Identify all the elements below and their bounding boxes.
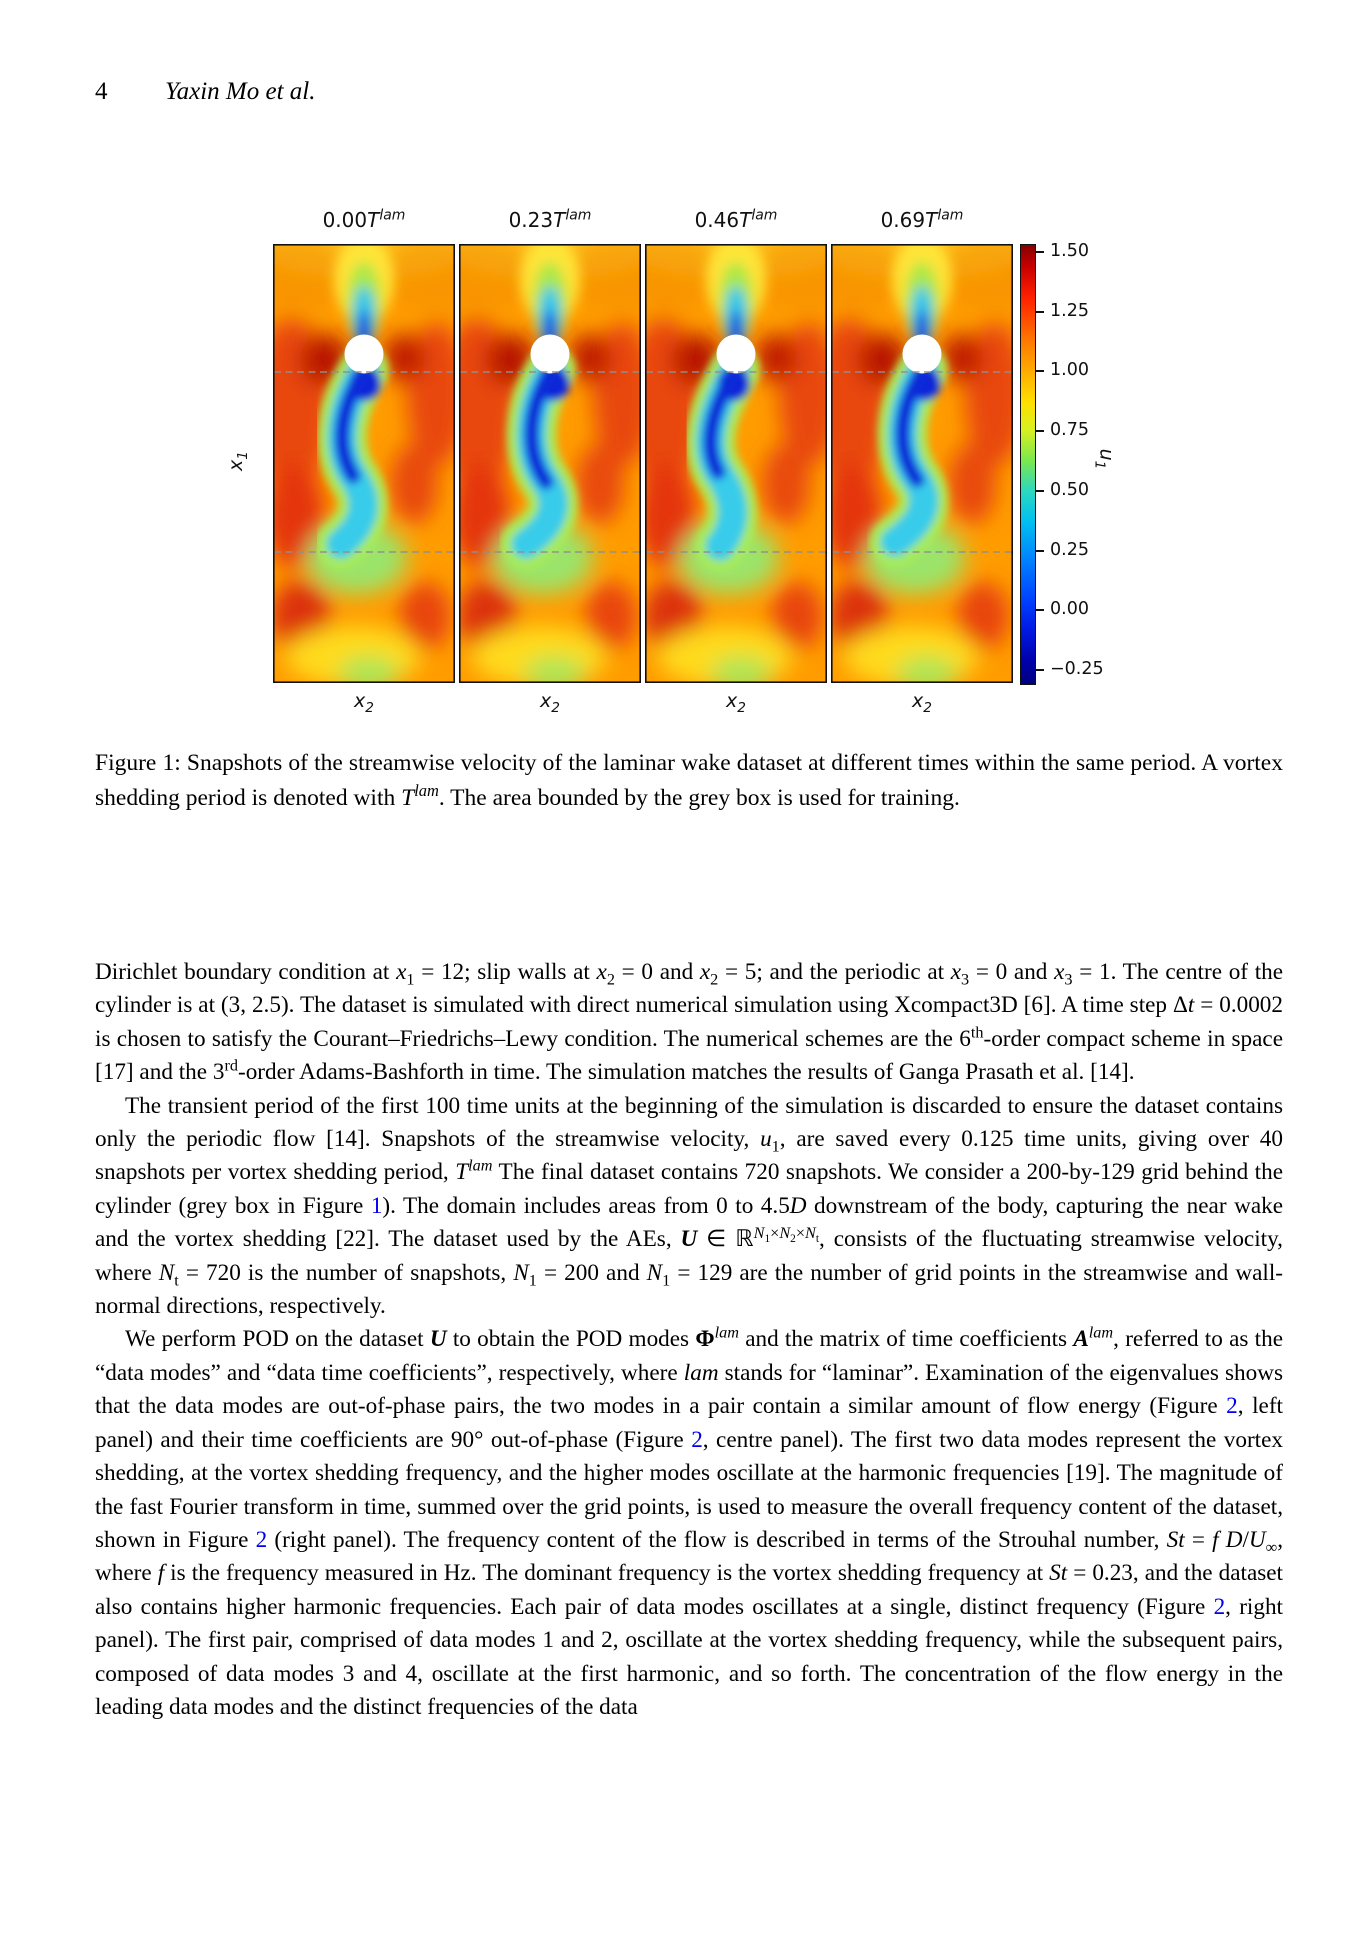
panel-title-3: $0.69T^{lam}$ [880,207,964,232]
x-axis-label-3: $x_2$ [912,690,932,716]
page-number: 4 [95,78,108,105]
figure-2-ref[interactable]: 2 [255,1526,268,1553]
figure-2-ref[interactable]: 2 [1213,1593,1226,1620]
paragraph-2: The transient period of the first 100 time units at the beginning of the simulation is discarded to ensure the dataset contains only the periodic flow [14]. Snapshots of the streamwise velocity, $u_1$, are saved every 0.125 time units, giving over 40 snapshots per vortex shedding period, $T^{lam}$ The final dataset contains 720 snapshots. We consider a 200-by-129 grid behind the cylinder (grey box in Figure 1). The domain includes areas from 0 to 4.5D downstream of the body, capturing the near wake and the vortex shedding [22]. The dataset used by the AEs, U ∈ ℝ$^{N_1\times N_2\times N_t}$, consists of the fluctuating streamwise velocity, where $N_t = 720$ is the number of snapshots, $N_1 = 200$ and $N_1 = 129$ are the number of grid points in the streamwise and wall-normal directions, respectively. [95,1092,1284,1320]
panel-title-1: $0.23T^{lam}$ [508,207,592,232]
paragraph-1: Dirichlet boundary condition at $x_1 = 12$; slip walls at $x_2 = 0$ and $x_2 = 5$; and the periodic at $x_3 = 0$ and $x_3 = 1$. The centre of the cylinder is at (3, 2.5). The dataset is simulated with direct numerical simulation using Xcompact3D [6]. A time step Δt = 0.0002 is chosen to satisfy the Courant–Friedrichs–Lewy condition. The numerical schemes are the 6th-order compact scheme in space [17] and the 3rd-order Adams-Bashforth in time. The simulation matches the results of Ganga Prasath et al. [14]. [95,959,1284,1086]
heatmap-panel-2 [645,244,827,683]
colorbar-ticks: 1.50 1.25 1.00 0.75 0.50 0.25 0.00 −0.25 [1036,244,1126,683]
panel-title-0: $0.00T^{lam}$ [322,207,406,232]
x-axis-label-0: $x_2$ [354,690,374,716]
running-author: Yaxin Mo et al. [165,78,316,105]
figure-1-ref[interactable]: 1 [370,1192,383,1219]
heatmap-panel-1 [459,244,641,683]
x-axis-label-1: $x_2$ [540,690,560,716]
panel-title-2: $0.46T^{lam}$ [694,207,778,232]
figure-caption: Figure 1: Snapshots of the streamwise velocity of the laminar wake dataset at different times within the same period. A vortex shedding period is denoted with $T^{lam}$. The area bounded by the grey box is used for training. [95,750,1283,811]
heatmap-panel-0 [273,244,455,683]
colorbar [1020,244,1036,685]
colorbar-label: $u_1$ [1091,448,1118,470]
paragraph-3: We perform POD on the dataset U to obtain the POD modes $\Phi^{lam}$ and the matrix of time coefficients $A^{lam}$, referred to as the “data modes” and “data time coefficients”, respectively, where lam stands for “laminar”. Examination of the eigenvalues shows that the data modes are out-of-phase pairs, the two modes in a pair contain a similar amount of flow energy (Figure 2, left panel) and their time coefficients are 90° out-of-phase (Figure 2, centre panel). The first two data modes represent the vortex shedding, at the vortex shedding frequency, and the higher modes oscillate at the harmonic frequencies [19]. The magnitude of the fast Fourier transform in time, summed over the grid points, is used to measure the overall frequency content of the dataset, shown in Figure 2 (right panel). The frequency content of the flow is described in terms of the Strouhal number, St = f $D/U_\infty$, where f is the frequency measured in Hz. The dominant frequency is the vortex shedding frequency at St = 0.23, and the dataset also contains higher harmonic frequencies. Each pair of data modes oscillates at a single, distinct frequency (Figure 2, right panel). The first pair, comprised of data modes 1 and 2, oscillate at the vortex shedding frequency, while the subsequent pairs, composed of data modes 3 and 4, oscillate at the first harmonic, and so forth. The concentration of the flow energy in the leading data modes and the distinct frequencies of the data [95,1323,1284,1720]
heatmap-panel-3 [831,244,1013,683]
figure-2-ref[interactable]: 2 [691,1426,703,1453]
body-text [95,956,1283,1724]
y-axis-label: $x_1$ [224,451,251,471]
x-axis-label-2: $x_2$ [726,690,746,716]
figure-2-ref[interactable]: 2 [1226,1393,1238,1420]
